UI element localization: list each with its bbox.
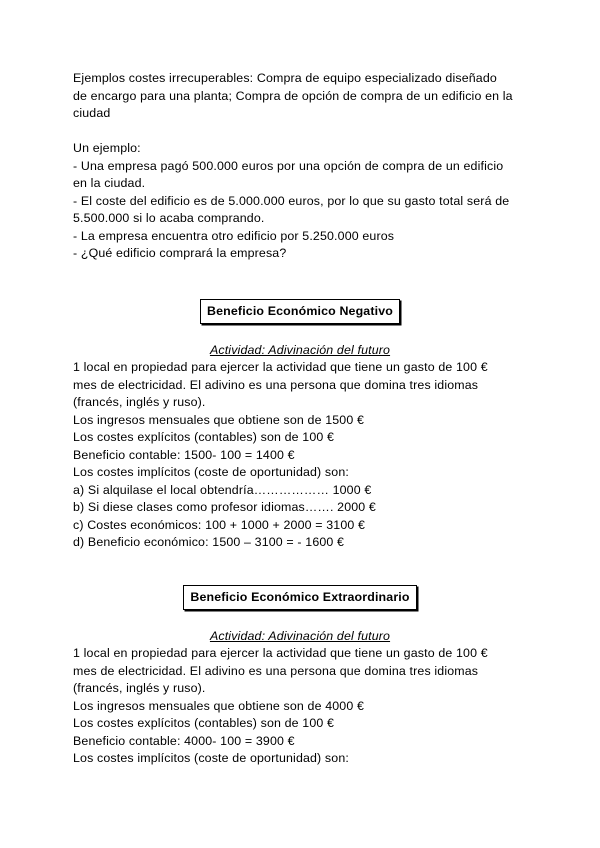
- section2-body: [73, 645, 543, 768]
- example-line: - El coste del edificio es de 5.000.000 euros, por lo que su gasto total será de: [73, 193, 510, 208]
- section2-line: Los costes implícitos (coste de oportunidad) son:: [73, 751, 349, 765]
- section2-heading: Beneficio Económico Extraordinario: [183, 585, 416, 610]
- section1-line: Los costes implícitos (coste de oportunidad) son:: [73, 465, 349, 479]
- section1-line: Los ingresos mensuales que obtiene son de 1500 €: [73, 412, 365, 427]
- section1-line: mes de electricidad. El adivino es una persona que domina tres idiomas: [73, 377, 479, 392]
- section2-line: Beneficio contable: 4000- 100 = 3900 €: [73, 733, 295, 748]
- example-paragraph: [73, 140, 543, 263]
- section2-line: mes de electricidad. El adivino es una persona que domina tres idiomas: [73, 663, 479, 678]
- example-line: - La empresa encuentra otro edificio por 5.250.000 euros: [73, 228, 395, 243]
- section1-line: b) Si diese clases como profesor idiomas……. 2000 €: [73, 500, 376, 514]
- section2-line: Los ingresos mensuales que obtiene son de 4000 €: [73, 698, 365, 713]
- section1-line: a) Si alquilase el local obtendría……………… 1000 €: [73, 482, 372, 497]
- section1-line: (francés, inglés y ruso).: [73, 395, 206, 409]
- example-line: 5.500.000 si lo acaba comprando.: [73, 211, 265, 225]
- section2-line: 1 local en propiedad para ejercer la actividad que tiene un gasto de 100 €: [73, 646, 488, 660]
- intro-line: Ejemplos costes irrecuperables: Compra de equipo especializado diseñado: [73, 71, 497, 85]
- section1-heading-wrap: [0, 299, 600, 324]
- section1-line: Beneficio contable: 1500- 100 = 1400 €: [73, 447, 295, 462]
- section2-heading-wrap: [0, 585, 600, 610]
- intro-line: ciudad: [73, 106, 111, 120]
- section2-line: Los costes explícitos (contables) son de 100 €: [73, 716, 335, 730]
- example-line: - ¿Qué edificio comprará la empresa?: [73, 246, 287, 260]
- section1-heading: Beneficio Económico Negativo: [200, 299, 400, 324]
- section1-body: [73, 359, 543, 552]
- intro-paragraph: [73, 70, 543, 123]
- section1-line: 1 local en propiedad para ejercer la actividad que tiene un gasto de 100 €: [73, 360, 488, 374]
- section1-line: c) Costes económicos: 100 + 1000 + 2000 = 3100 €: [73, 517, 366, 532]
- section2-activity-title: Actividad: Adivinación del futuro: [209, 629, 391, 643]
- section1-line: Los costes explícitos (contables) son de 100 €: [73, 430, 335, 444]
- example-line: en la ciudad.: [73, 176, 146, 190]
- example-line: Un ejemplo:: [73, 141, 141, 155]
- example-line: - Una empresa pagó 500.000 euros por una opción de compra de un edificio: [73, 158, 504, 173]
- section2-line: (francés, inglés y ruso).: [73, 681, 206, 695]
- section1-activity-title: Actividad: Adivinación del futuro: [209, 343, 391, 357]
- section1-line: d) Beneficio económico: 1500 – 3100 = - 1600 €: [73, 535, 345, 549]
- intro-line: de encargo para una planta; Compra de opción de compra de un edificio en la: [73, 88, 513, 103]
